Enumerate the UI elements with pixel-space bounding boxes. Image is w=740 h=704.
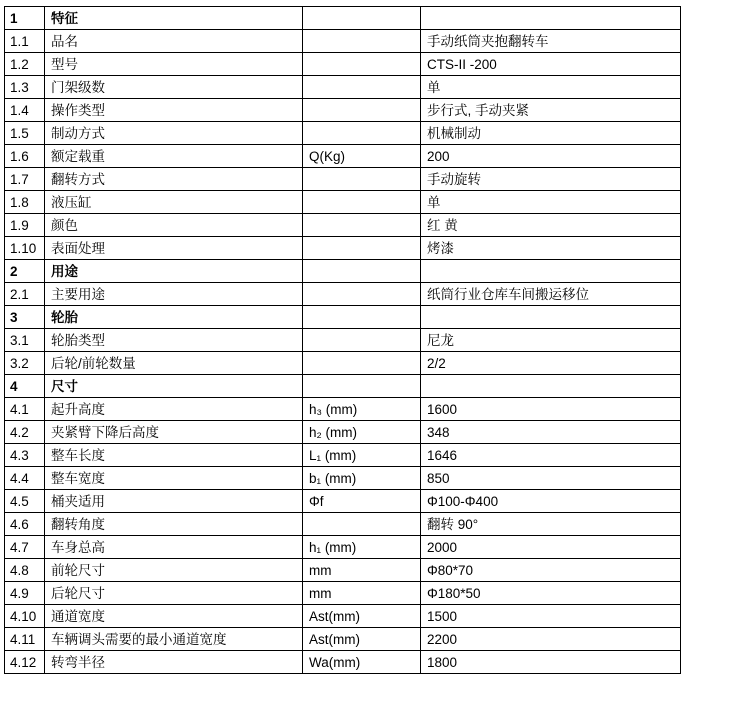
row-value: 尼龙 — [421, 329, 681, 352]
row-name: 门架级数 — [45, 76, 303, 99]
row-value: 单 — [421, 191, 681, 214]
row-symbol — [303, 53, 421, 76]
table-row — [5, 444, 681, 467]
row-name: 车身总高 — [45, 536, 303, 559]
table-row — [5, 352, 681, 375]
row-name: 轮胎类型 — [45, 329, 303, 352]
row-number: 2 — [5, 260, 45, 283]
row-name: 特征 — [45, 7, 303, 30]
row-value: 2200 — [421, 628, 681, 651]
table-row — [5, 99, 681, 122]
row-symbol — [303, 375, 421, 398]
table-row — [5, 145, 681, 168]
row-name: 通道宽度 — [45, 605, 303, 628]
row-number: 1.9 — [5, 214, 45, 237]
row-number: 4.1 — [5, 398, 45, 421]
row-symbol: Φf — [303, 490, 421, 513]
table-row — [5, 513, 681, 536]
row-symbol: Ast(mm) — [303, 628, 421, 651]
row-symbol: Q(Kg) — [303, 145, 421, 168]
row-name: 颜色 — [45, 214, 303, 237]
row-symbol — [303, 513, 421, 536]
row-symbol — [303, 76, 421, 99]
table-row — [5, 628, 681, 651]
table-row — [5, 651, 681, 674]
row-value: Φ80*70 — [421, 559, 681, 582]
row-number: 2.1 — [5, 283, 45, 306]
row-symbol: L₁ (mm) — [303, 444, 421, 467]
row-name: 品名 — [45, 30, 303, 53]
row-value — [421, 7, 681, 30]
row-number: 1.4 — [5, 99, 45, 122]
row-symbol — [303, 283, 421, 306]
row-value: 2000 — [421, 536, 681, 559]
table-row — [5, 329, 681, 352]
table-row — [5, 30, 681, 53]
row-number: 4.11 — [5, 628, 45, 651]
table-row — [5, 53, 681, 76]
row-number: 4.7 — [5, 536, 45, 559]
row-value: 手动旋转 — [421, 168, 681, 191]
row-number: 1.3 — [5, 76, 45, 99]
row-name: 整车宽度 — [45, 467, 303, 490]
row-value: 手动纸筒夹抱翻转车 — [421, 30, 681, 53]
row-symbol — [303, 306, 421, 329]
row-symbol: b₁ (mm) — [303, 467, 421, 490]
row-number: 4.3 — [5, 444, 45, 467]
row-symbol: Ast(mm) — [303, 605, 421, 628]
row-value: 步行式, 手动夹紧 — [421, 99, 681, 122]
row-number: 4.2 — [5, 421, 45, 444]
row-number: 4.12 — [5, 651, 45, 674]
row-name: 夹紧臂下降后高度 — [45, 421, 303, 444]
row-name: 起升高度 — [45, 398, 303, 421]
row-value: 机械制动 — [421, 122, 681, 145]
row-number: 4.4 — [5, 467, 45, 490]
row-symbol: mm — [303, 559, 421, 582]
row-name: 后轮尺寸 — [45, 582, 303, 605]
row-symbol: h₂ (mm) — [303, 421, 421, 444]
row-number: 1.1 — [5, 30, 45, 53]
section-row — [5, 7, 681, 30]
table-row — [5, 559, 681, 582]
row-symbol — [303, 352, 421, 375]
row-symbol — [303, 329, 421, 352]
row-name: 尺寸 — [45, 375, 303, 398]
table-row — [5, 237, 681, 260]
row-name: 翻转角度 — [45, 513, 303, 536]
row-number: 3.1 — [5, 329, 45, 352]
row-value: 烤漆 — [421, 237, 681, 260]
row-value: 1500 — [421, 605, 681, 628]
row-value: 200 — [421, 145, 681, 168]
table-row — [5, 421, 681, 444]
row-number: 3 — [5, 306, 45, 329]
row-symbol: h₃ (mm) — [303, 398, 421, 421]
table-row — [5, 214, 681, 237]
row-value: 1800 — [421, 651, 681, 674]
row-value: 单 — [421, 76, 681, 99]
table-row — [5, 398, 681, 421]
specification-table-body — [5, 7, 681, 674]
row-name: 轮胎 — [45, 306, 303, 329]
row-name: 型号 — [45, 53, 303, 76]
row-value: 348 — [421, 421, 681, 444]
row-value: 纸筒行业仓库车间搬运移位 — [421, 283, 681, 306]
row-symbol — [303, 237, 421, 260]
row-number: 1.10 — [5, 237, 45, 260]
row-name: 额定载重 — [45, 145, 303, 168]
row-name: 车辆调头需要的最小通道宽度 — [45, 628, 303, 651]
row-symbol — [303, 191, 421, 214]
row-name: 表面处理 — [45, 237, 303, 260]
table-row — [5, 168, 681, 191]
table-row — [5, 283, 681, 306]
row-number: 4.6 — [5, 513, 45, 536]
row-number: 4.5 — [5, 490, 45, 513]
row-value: Φ180*50 — [421, 582, 681, 605]
table-row — [5, 191, 681, 214]
row-symbol — [303, 122, 421, 145]
row-symbol — [303, 30, 421, 53]
row-name: 后轮/前轮数量 — [45, 352, 303, 375]
row-value: 翻转 90° — [421, 513, 681, 536]
row-value: 2/2 — [421, 352, 681, 375]
row-value: 1646 — [421, 444, 681, 467]
row-name: 制动方式 — [45, 122, 303, 145]
row-symbol — [303, 214, 421, 237]
row-symbol: h₁ (mm) — [303, 536, 421, 559]
row-value: 红 黄 — [421, 214, 681, 237]
row-number: 4.9 — [5, 582, 45, 605]
row-name: 前轮尺寸 — [45, 559, 303, 582]
row-name: 操作类型 — [45, 99, 303, 122]
row-number: 1.8 — [5, 191, 45, 214]
row-name: 桶夹适用 — [45, 490, 303, 513]
row-value — [421, 375, 681, 398]
row-number: 1.7 — [5, 168, 45, 191]
row-value: 1600 — [421, 398, 681, 421]
row-value — [421, 306, 681, 329]
row-symbol — [303, 168, 421, 191]
row-name: 整车长度 — [45, 444, 303, 467]
row-value: Φ100-Φ400 — [421, 490, 681, 513]
specification-table — [4, 6, 681, 674]
section-row — [5, 306, 681, 329]
section-row — [5, 375, 681, 398]
row-symbol: mm — [303, 582, 421, 605]
row-symbol — [303, 99, 421, 122]
row-number: 4.10 — [5, 605, 45, 628]
row-symbol — [303, 260, 421, 283]
table-row — [5, 536, 681, 559]
row-number: 4.8 — [5, 559, 45, 582]
row-value: 850 — [421, 467, 681, 490]
row-name: 用途 — [45, 260, 303, 283]
table-row — [5, 467, 681, 490]
row-number: 3.2 — [5, 352, 45, 375]
table-row — [5, 490, 681, 513]
row-value: CTS-II -200 — [421, 53, 681, 76]
row-number: 4 — [5, 375, 45, 398]
row-number: 1.2 — [5, 53, 45, 76]
row-value — [421, 260, 681, 283]
section-row — [5, 260, 681, 283]
row-symbol: Wa(mm) — [303, 651, 421, 674]
row-name: 液压缸 — [45, 191, 303, 214]
table-row — [5, 605, 681, 628]
row-number: 1.5 — [5, 122, 45, 145]
row-number: 1.6 — [5, 145, 45, 168]
table-row — [5, 76, 681, 99]
row-symbol — [303, 7, 421, 30]
row-number: 1 — [5, 7, 45, 30]
table-row — [5, 582, 681, 605]
table-row — [5, 122, 681, 145]
row-name: 主要用途 — [45, 283, 303, 306]
row-name: 翻转方式 — [45, 168, 303, 191]
row-name: 转弯半径 — [45, 651, 303, 674]
